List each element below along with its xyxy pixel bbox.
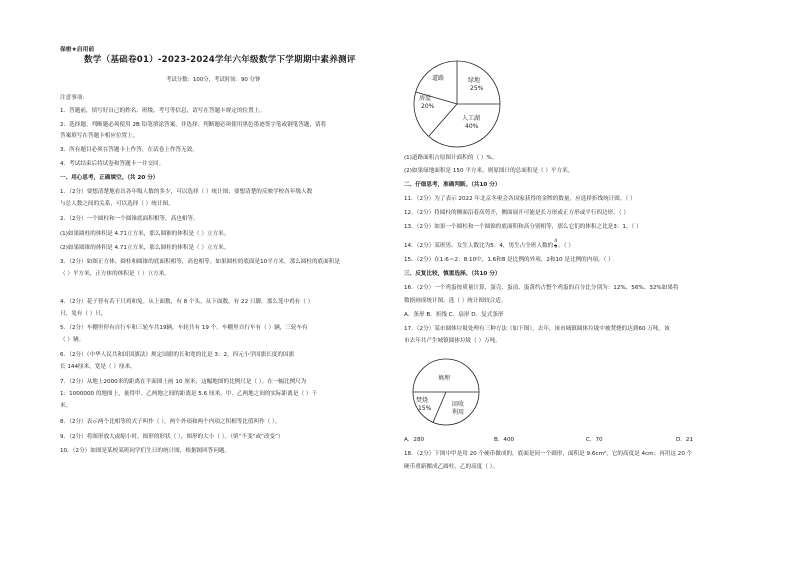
option-a: A．280 (404, 437, 425, 443)
q14-text: 14．（2分）某班男、女生人数比为5：4，男生占全班人数的 (404, 242, 554, 249)
question-line: (1)如果圆柱的体积是 4.71立方米，那么圆锥的体积是（ ）立方米。 (60, 231, 230, 237)
question-line: 米。 (60, 403, 72, 409)
note-line: 1．答题前，填写好自己的姓名、班级、考号等信息，请写在答题卡规定的位置上。 (60, 108, 265, 114)
pie-label-recycle-2: 利用 (452, 409, 465, 416)
question-line-14 (404, 240, 574, 251)
question-line: 只，兔有（ ）只。 (60, 311, 107, 317)
note-line: 2．选择题、判断题必须使用 2B 铅笔填涂答案，非选择、判断题必须使用黑色墨迹签字笔或钢笔答题，请将 (60, 122, 327, 128)
note-line: 答案填写在答题卡相应位置上。 (60, 133, 139, 139)
question-line: 11．（2分）为了表示 2022 年北京冬奥会各国家获得的金牌的数量，应选择折线统计图。（ ） (404, 196, 636, 202)
pie-label-road: 道路 (432, 75, 445, 82)
question-line: 12．（2分）将圆柱的侧面沿着高剪开，侧面展开可能是长方形或正方形或平行四边形。（ ） (404, 210, 630, 216)
waste-disposal-pie-chart (406, 356, 486, 428)
land-use-pie-chart (402, 54, 512, 154)
notes-heading: 注意事项： (60, 95, 88, 101)
question-line: 与总人数之间的关系，可以选择（ ）统计图。 (60, 201, 174, 207)
choice-line: A．条形 B．折线 C．扇形 D．复式条形 (404, 312, 504, 318)
note-line: 3．所有题目必须在答题卡上作答，在试卷上作答无效。 (60, 147, 198, 153)
question-line: 10．（2分）如图是某校某班同学们生日的统计图，根据图回答问题。 (60, 448, 231, 454)
question-line: 1．（2分）要想清楚地看出各年级人数的多少，可以选择（ ）统计图；要想清楚的反映学校各年级人数 (60, 189, 313, 195)
question-line: 13．（2分）如果一个圆柱和一个圆锥的底面积和高分别相等，那么它们的体积之比是3：1。（ ） (404, 224, 642, 230)
question-line: 7．（2分）从地上2000米的距离在平面图上画 10 厘米，这幅地图的比例尺是（ ）。在一幅比例尺为 (60, 379, 307, 385)
question-line: (2)如果圆锥的体积是 4.71立方米，那么圆柱的体积是（ ）立方米。 (60, 245, 230, 251)
q14-fraction-numerator: 4 (554, 239, 558, 244)
question-line: 16．（2分）一个鸡蛋按质量计算，蛋壳、蛋清、蛋黄约占整个鸡蛋的百分比分别为：12%、56%、32%如果将 (404, 285, 679, 291)
question-line: 长 144厘米，宽是（ ）厘米。 (60, 364, 136, 370)
section-heading-2: 二、仔细思考，准确判断。（共10 分） (404, 182, 501, 188)
pie-label-lake: 人工湖 (462, 115, 481, 122)
question-line: （ ）辆。 (60, 337, 85, 343)
q14-fraction (554, 240, 557, 251)
question-line: 8．（2分）表示两个比相等的式子叫作（ ），两个外项和两个内项之积相等比值叫作（ ）。 (60, 419, 281, 425)
section-heading-3: 三、反复比较，慎重选择。（共10 分） (404, 271, 501, 277)
question-line: 2．（2分）一个圆柱和一个圆锥底面积相等，高也相等。 (60, 216, 199, 222)
question-line: 17．（2分）某市圆体垃圾处理有三种方法（如下图），去年，该市城镇圆体垃圾中被焚烧的达到60 万吨。该 (404, 326, 670, 332)
question-line: 15．（2分）在1:6＝2：8:10中，1.6和8 是比例的外项，2和10 是比例的内项。（ ） (404, 257, 614, 263)
option-c: C．70 (586, 437, 603, 443)
pie-label-landfill: 填埋 (438, 375, 451, 382)
pie-pct-lake: 40% (465, 123, 479, 130)
pie-label-incineration: 焚烧 (416, 397, 429, 404)
question-line: (2)如果绿地面积是 150 平方米，则原图计的总面积是（ ）平方米。 (404, 168, 574, 174)
question-line: 数据画成统计图，选（ ）统计图较合适。 (404, 298, 507, 304)
question-line: （ ）平方米，正方体的体积是（ ）立方米。 (60, 271, 170, 277)
section-heading-1: 一、用心思考，正确填空。（共 20 分） (60, 175, 159, 181)
pie-label-green: 绿地 (468, 77, 481, 84)
question-line: 18．（2分）下图中甲是用 20 个硬币做成的，底面是同一个圆形，面积是 9.6cm²，它的高度是 4cm；再用这 20 个 (404, 451, 693, 457)
pie-label-recycle: 回收 (452, 401, 465, 408)
question-line: 4．（2分）花子智有若干只鸡和兔。从上面数，有 8 个头，从下面数，有 22 只脚。那么笼中鸡有（ ） (60, 299, 314, 305)
question-line: 1：1000000 的地图上，量得甲、乙两地之间的距离是 5.6 厘米，甲、乙两地之间的实际距离是（ ）千 (60, 391, 318, 397)
question-line: 6．（2分）《中华人民共和国国旗法》规定国旗的长和宽的比是 3：2，四元小学国旗长度的国旗 (60, 352, 295, 358)
option-b: B．400 (494, 437, 515, 443)
pie-pct-incineration: 15% (418, 405, 432, 412)
exam-subtitle: 考试分数：100分，考试时间：90 分钟 (166, 77, 261, 83)
question-line: 市去年共产生城镇圆体垃圾（ ）万吨。 (404, 338, 501, 344)
q14-fraction-denominator: 9 (554, 244, 558, 250)
question-line: 3．（2分）如图正方体、圆柱和圆锥的底面积相等，高也相等。如果圆柱的底面是10平方米，那么圆柱的底面积是 (60, 259, 340, 265)
pie-pct-green: 25% (470, 85, 484, 92)
option-d: D．21 (676, 437, 694, 443)
question-line: 硬币重新摞成乙圆柱，乙的高度（ ）。 (404, 464, 499, 470)
q14-tail: 。（ ） (558, 242, 574, 249)
exam-title: 数学（基础卷01）-2023-2024学年六年级数学下学期期中素养测评 (84, 55, 356, 65)
note-line: 4．考试结束后将试卷和答题卡一并交回。 (60, 161, 165, 167)
pie-label-house: 房屋 (419, 95, 432, 102)
question-line: 9．（2分）将图形放大或缩小时，图形的形状（ ），图形的大小（ ）。（填“不变”或“改变”） (60, 434, 284, 440)
secret-label: 保密★启用前 (60, 47, 95, 53)
pie-pct-house: 20% (421, 103, 435, 110)
question-line: (1)道路面积占原图计面积的（ ）%。 (404, 155, 498, 161)
question-line: 5．（2分）车棚里停有自行车和三轮车共19辆，车轮共有 19 个。车棚里自行车有（ ）辆，三轮车有 (60, 325, 308, 331)
